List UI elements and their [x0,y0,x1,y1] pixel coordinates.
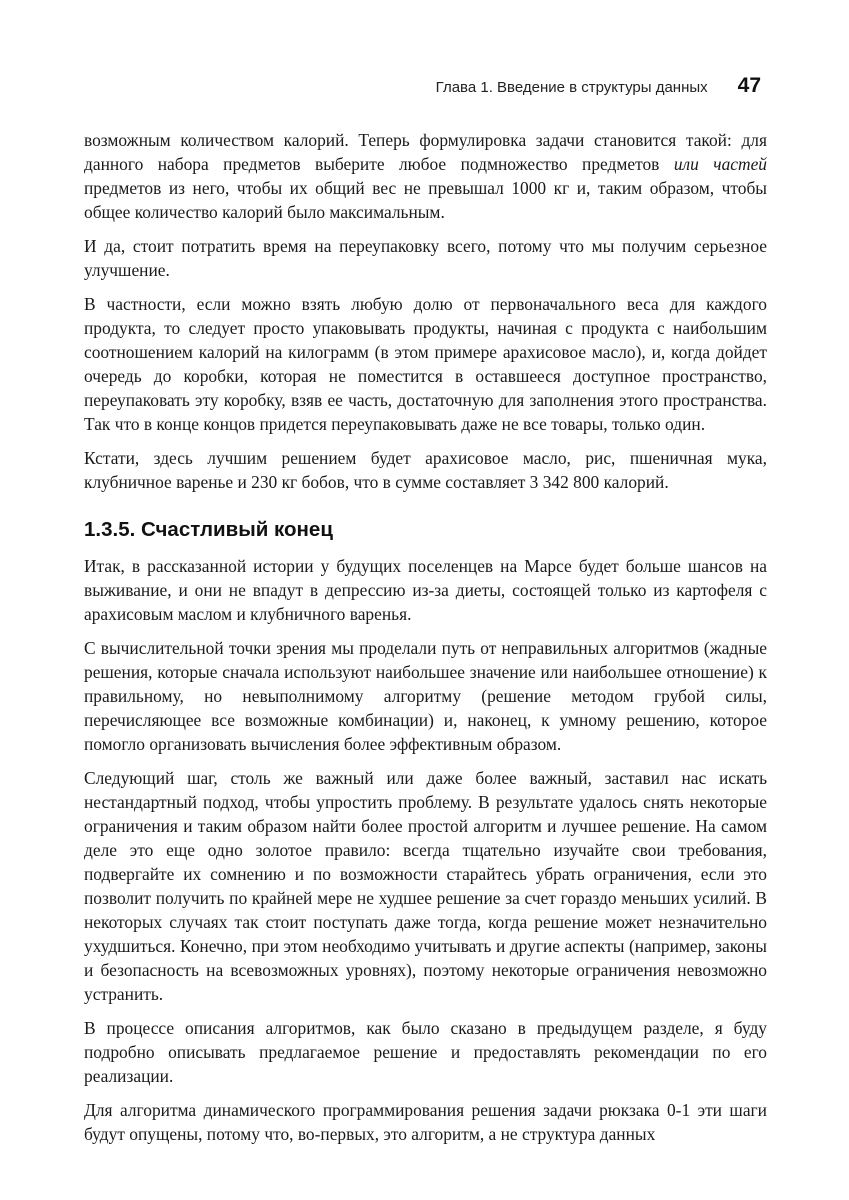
paragraph: В процессе описания алгоритмов, как было сказано в предыдущем разделе, я буду подробно описывать предлагаемое решение и предоставлять рекомендации по его реализации. [84,1018,767,1086]
chapter-title: Глава 1. Введение в структуры данных [435,79,708,96]
paragraph-text: возможным количеством калорий. Теперь формулировка задачи становится такой: для данного набора предметов выберите любое подмножество предметов [84,130,767,174]
paragraph: С вычислительной точки зрения мы проделали путь от неправильных алгоритмов (жадные решения, которые сначала используют наибольшее значение или наибольшее отношение) к правильному, но невыполнимому алгоритму (решение методом грубой силы, перечисляющее все возможные комбинации) и, наконец, к умному решению, которое помогло организовать вычисления более эффективным образом. [84,638,767,754]
paragraph-text: предметов из него, чтобы их общий вес не превышал 1000 кг и, таким образом, чтобы общее количество калорий было максимальным. [84,178,767,222]
paragraph: Кстати, здесь лучшим решением будет арахисовое масло, рис, пшеничная мука, клубничное варенье и 230 кг бобов, что в сумме составляет 3 342 800 калорий. [84,448,767,492]
paragraph: В частности, если можно взять любую долю от первоначального веса для каждого продукта, то следует просто упаковывать продукты, начиная с продукта с наибольшим соотношением калорий на килограмм (в этом примере арахисовое масло), и, когда дойдет очередь до коробки, которая не поместится в оставшееся доступное пространство, переупаковать эту коробку, взяв ее часть, достаточную для заполнения этого пространства. Так что в конце концов придется переупаковывать даже не все товары, только один. [84,294,767,434]
page-content [84,128,767,1156]
paragraph: Следующий шаг, столь же важный или даже более важный, заставил нас искать нестандартный подход, чтобы упростить проблему. В результате удалось снять некоторые ограничения и таким образом найти более простой алгоритм и лучшее решение. На самом деле это еще одно золотое правило: всегда тщательно изучайте свои требования, подвергайте их сомнению и по возможности старайтесь убрать ограничения, если это позволит получить по крайней мере не худшее решение за счет гораздо меньших усилий. В некоторых случаях так стоит поступать даже тогда, когда решение может незначительно ухудшиться. Конечно, при этом необходимо учитывать и другие аспекты (например, законы и безопасность на всевозможных уровнях), поэтому некоторые ограничения невозможно устранить. [84,768,767,1004]
section-heading: 1.3.5. Счастливый конец [84,518,333,541]
paragraph: И да, стоит потратить время на переупаковку всего, потому что мы получим серьезное улучшение. [84,236,767,280]
paragraph: Итак, в рассказанной истории у будущих поселенцев на Марсе будет больше шансов на выживание, и они не впадут в депрессию из-за диеты, состоящей только из картофеля с арахисовым маслом и клубничного варенья. [84,556,767,624]
emphasis-text: или частей [673,154,767,174]
page-number: 47 [737,74,761,97]
running-header [436,74,761,98]
paragraph: Для алгоритма динамического программирования решения задачи рюкзака 0-1 эти шаги будут опущены, потому что, во-первых, это алгоритм, а не структура данных [84,1100,767,1144]
paragraph [84,128,767,224]
